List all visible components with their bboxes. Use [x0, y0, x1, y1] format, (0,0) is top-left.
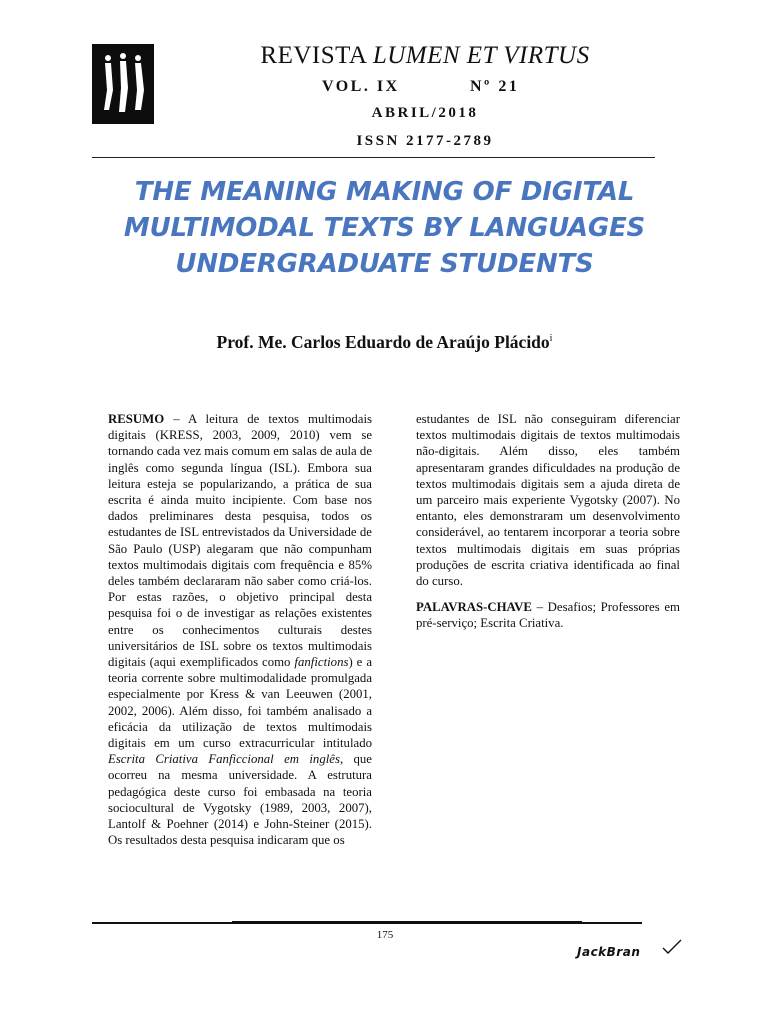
keywords-paragraph [416, 599, 680, 631]
journal-issn: ISSN 2177-2789 [356, 133, 494, 149]
abstract-right-column [416, 411, 680, 632]
page-number: 175 [376, 929, 394, 941]
header-divider [92, 157, 655, 158]
abstract-text-run: A leitura de textos multimodais digitais (KRESS, 2003, 2009, 2010) vem se tornando cada vez mais comum em salas de aula de inglês como segunda língua (ISL). Embora sua leitura esteja se popularizando, a prática de sua escrita é ainda muito incipiente. Com base nos dados preliminares desta pesquisa, todos os estudantes de ISL entrevistados da Universidade de São Paulo (USP) alegaram que não compunham textos multimodais digitais com frequência e 85% deles também declararam não saber como criá-los. Por estas razões, o objetivo principal desta pesquisa foi o de investigar as relações existentes entre os conhecimentos culturais destes universitários de ISL sobre os textos multimodais digitais (aqui exemplificados como [108, 412, 373, 670]
journal-volume: VOL. IX [322, 78, 400, 95]
abstract-left-column [108, 411, 372, 848]
author-name: Prof. Me. Carlos Eduardo de Araújo Plácido [216, 332, 550, 352]
figures-logo-icon [92, 44, 154, 124]
check-icon [661, 938, 683, 956]
journal-date: ABRIL/2018 [371, 105, 479, 121]
keywords-text: Desafios; Professores em pré-serviço; Escrita Criativa. [416, 600, 680, 631]
journal-number: Nº 21 [470, 78, 520, 95]
journal-name-prefix: REVISTA [260, 42, 367, 69]
abstract-text-run: , que ocorreu na mesma universidade. A estrutura pedagógica deste curso foi embasada na teoria sociocultural de Vygotsky (1989, 2003, 2007), Lantolf & Poehner (2014) e John-Steiner (2015). Os resultados desta pesquisa indicaram que os [108, 752, 372, 848]
abstract-dash: – [164, 412, 188, 426]
abstract-italic-run: Escrita Criativa Fanficcional em inglês [108, 752, 340, 767]
author-note-mark[interactable]: i [549, 333, 553, 345]
abstract-italic-run: fanfictions [294, 655, 349, 670]
journal-name-italic: LUMEN ET VIRTUS [372, 42, 590, 69]
abstract-label: RESUMO [108, 412, 165, 426]
keywords-dash: – [531, 600, 548, 615]
signature-mark: JackBran [577, 945, 641, 959]
abstract-continued: estudantes de ISL não conseguiram diferenciar textos multimodais digitais de textos multimodais não-digitais. Além disso, eles também apresentaram grandes dificuldades na produção de textos multimodais digitais sem a ajuda direta de um parceiro mais experiente Vygotsky (2007). No entanto, eles demonstraram um desenvolvimento considerável, ao tentarem incorporar a teoria sobre textos multimodais digitais em suas próprias produções de escrita criativa identificada ao final do curso. [416, 412, 680, 589]
journal-logo [92, 44, 154, 124]
article-title-line: UNDERGRADUATE STUDENTS [175, 249, 594, 279]
article-title [92, 174, 677, 282]
article-title-line: THE MEANING MAKING OF DIGITAL [134, 177, 635, 207]
journal-title [160, 42, 690, 70]
article-title-line: MULTIMODAL TEXTS BY LANGUAGES [123, 213, 646, 243]
article-author [92, 332, 677, 353]
abstract-paragraph [108, 411, 372, 848]
keywords-label: PALAVRAS-CHAVE [416, 600, 532, 615]
abstract-text-run: ) e a teoria corrente sobre multimodalidade promulgada especialmente por Kress & van Leeuwen (2001, 2002, 2006). Além disso, foi também analisado a eficácia da utilização de textos multimodais digitais em um curso extracurricular intitulado [108, 655, 372, 751]
footer-divider [92, 922, 642, 925]
